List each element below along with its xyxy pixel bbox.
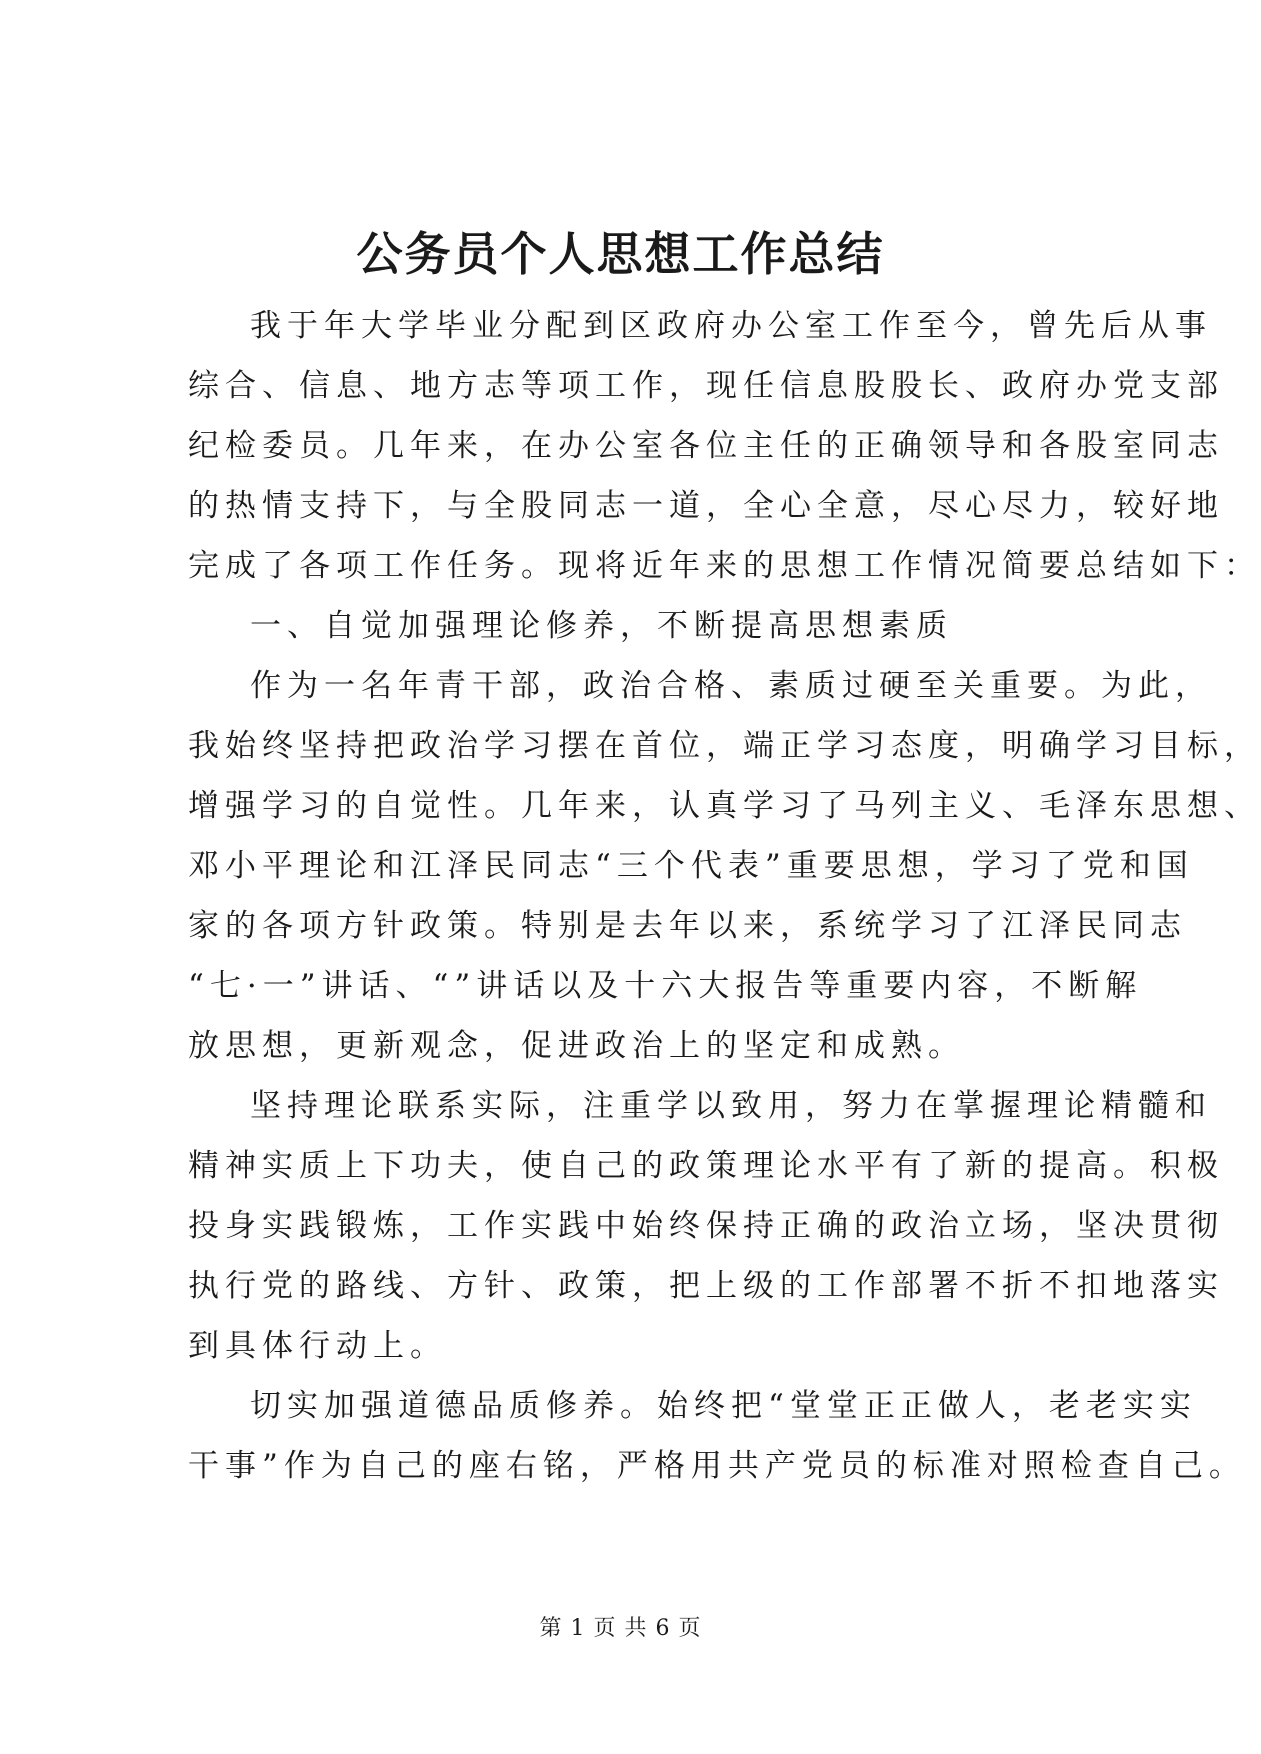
text-line: 精神实质上下功夫，使自己的政策理论水平有了新的提高。积极 bbox=[188, 1148, 1224, 1184]
text-line: 一、自觉加强理论修养，不断提高思想素质 bbox=[250, 608, 953, 644]
section-heading bbox=[188, 596, 1068, 656]
text-line: 投身实践锻炼，工作实践中始终保持正确的政治立场，坚决贯彻 bbox=[188, 1208, 1224, 1244]
paragraph-moral-cultivation bbox=[188, 1376, 1246, 1496]
text-line: 完成了各项工作任务。现将近年来的思想工作情况简要总结如下： bbox=[188, 548, 1261, 584]
text-line: 家的各项方针政策。特别是去年以来，系统学习了江泽民同志 bbox=[188, 908, 1187, 944]
text-line: 我于年大学毕业分配到区政府办公室工作至今，曾先后从事 bbox=[250, 308, 1212, 344]
text-line: 执行党的路线、方针、政策，把上级的工作部署不折不扣地落实 bbox=[188, 1268, 1224, 1304]
text-line: 放思想，更新观念，促进政治上的坚定和成熟。 bbox=[188, 1028, 965, 1064]
text-line: 到具体行动上。 bbox=[188, 1328, 447, 1364]
document-title: 公务员个人思想工作总结 bbox=[356, 227, 885, 281]
text-line: “七·一”讲话、“”讲话以及十六大报告等重要内容，不断解 bbox=[188, 968, 1143, 1004]
text-line: 坚持理论联系实际，注重学以致用，努力在掌握理论精髓和 bbox=[250, 1088, 1212, 1124]
text-line: 作为一名年青干部，政治合格、素质过硬至关重要。为此， bbox=[250, 668, 1212, 704]
paragraph-political-study bbox=[188, 656, 1261, 1076]
text-line: 干事”作为自己的座右铭，严格用共产党员的标准对照检查自己。 bbox=[188, 1448, 1246, 1484]
paragraph-intro bbox=[188, 296, 1261, 596]
text-line: 纪检委员。几年来，在办公室各位主任的正确领导和各股室同志 bbox=[188, 428, 1224, 464]
document-body bbox=[188, 296, 1261, 1496]
text-line: 邓小平理论和江泽民同志“三个代表”重要思想，学习了党和国 bbox=[188, 848, 1194, 884]
text-line: 我始终坚持把政治学习摆在首位，端正学习态度，明确学习目标， bbox=[188, 728, 1261, 764]
text-line: 切实加强道德品质修养。始终把“堂堂正正做人，老老实实 bbox=[250, 1388, 1197, 1424]
page-footer: 第 1 页 共 6 页 bbox=[539, 1616, 702, 1641]
text-line: 增强学习的自觉性。几年来，认真学习了马列主义、毛泽东思想、 bbox=[188, 788, 1261, 824]
paragraph-theory-practice bbox=[188, 1076, 1224, 1376]
text-line: 综合、信息、地方志等项工作，现任信息股股长、政府办党支部 bbox=[188, 368, 1224, 404]
text-line: 的热情支持下，与全股同志一道，全心全意，尽心尽力，较好地 bbox=[188, 488, 1224, 524]
